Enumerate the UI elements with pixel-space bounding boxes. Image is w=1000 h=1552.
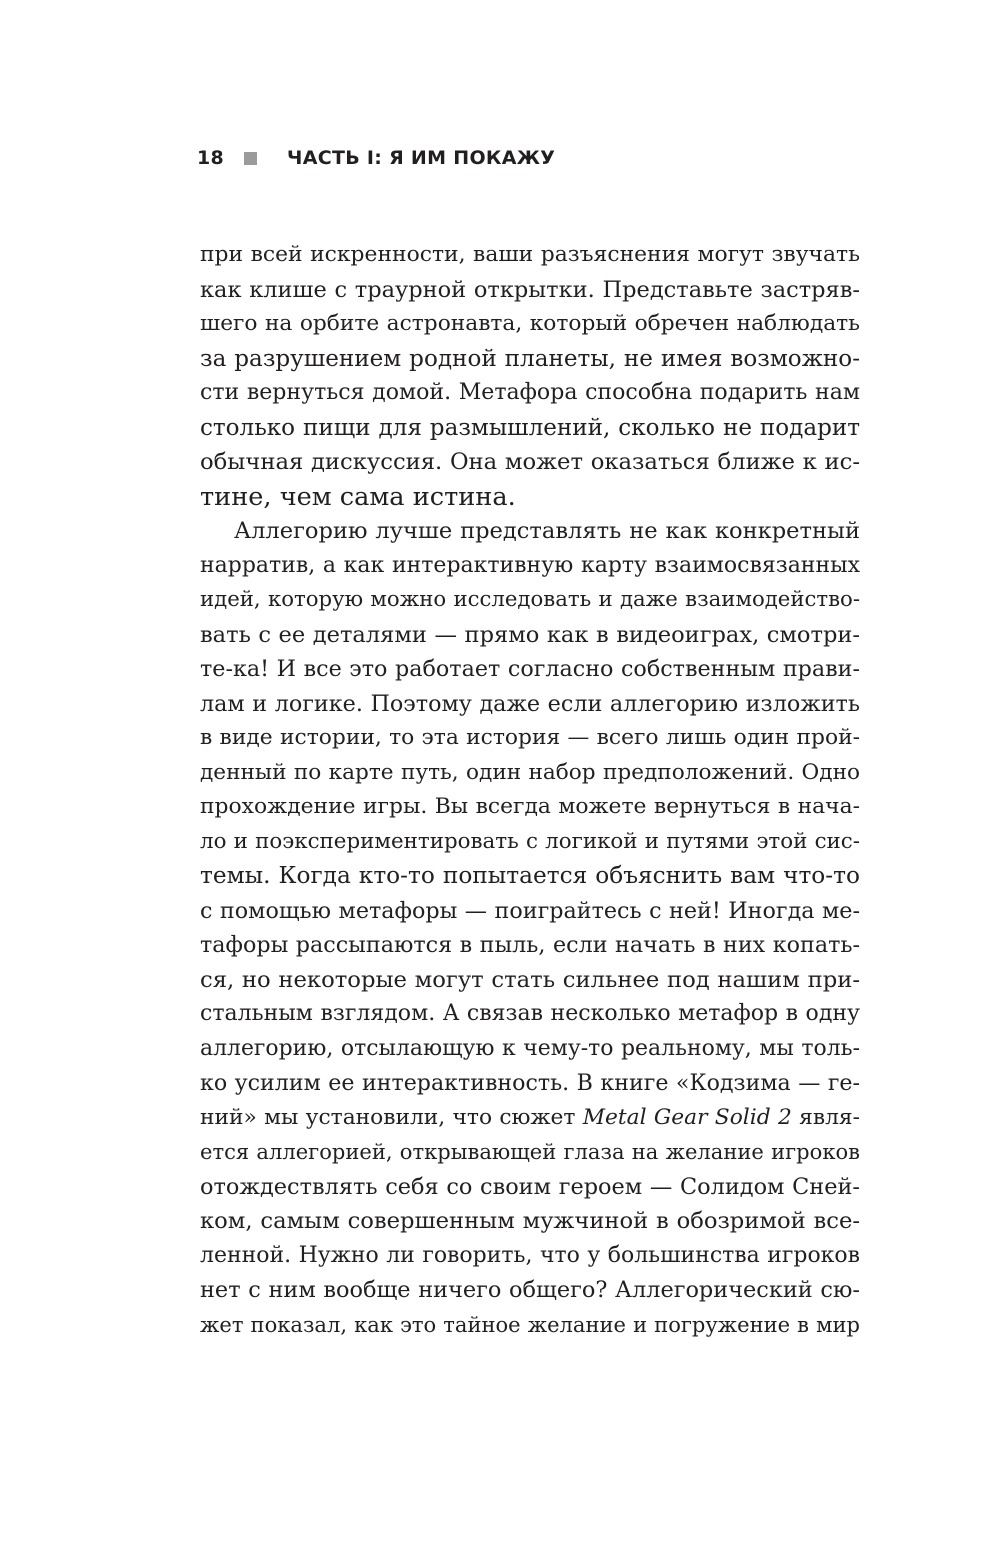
text-line: как клише с траурной открытки. Представьте застряв- bbox=[200, 276, 860, 303]
text-line: вать с ее деталями — прямо как в видеоиграх, смотри- bbox=[200, 621, 860, 648]
text-line: ется аллегорией, открывающей глаза на желание игроков bbox=[200, 1139, 860, 1164]
text-line: темы. Когда кто-то попытается объяснить вам что-то bbox=[200, 862, 860, 889]
paragraph-2 bbox=[200, 514, 860, 1342]
text-line: шего на орбите астронавта, который обречен наблюдать bbox=[200, 311, 860, 336]
text-line: стальным взглядом. А связав несколько метафор в одну bbox=[200, 1001, 860, 1026]
game-title: Metal Gear Solid 2 bbox=[582, 1104, 792, 1130]
text-line: аллегорию, отсылающую к чему-то реальному, мы толь- bbox=[200, 1035, 860, 1061]
text-line: те-ка! И все это работает согласно собственным прави- bbox=[200, 656, 860, 682]
text-line: нет с ним вообще ничего общего? Аллегорический сю- bbox=[200, 1277, 860, 1303]
text-line: при всей искренности, ваши разъяснения могут звучать bbox=[200, 242, 860, 267]
text-line: Аллегорию лучше представлять не как конкретный bbox=[234, 518, 860, 544]
text-line-with-title bbox=[200, 1101, 860, 1136]
text-line: в виде истории, то эта история — всего лишь один прой- bbox=[200, 725, 860, 750]
text-line: нарратив, а как интерактивную карту взаимосвязанных bbox=[200, 552, 860, 578]
text-line: ленной. Нужно ли говорить, что у большинства игроков bbox=[200, 1242, 860, 1268]
text-line: с помощью метафоры — поиграйтесь с ней! Иногда ме- bbox=[200, 897, 860, 924]
text-line: отождествлять себя со своим героем — Солидом Сней- bbox=[200, 1173, 860, 1200]
page-number: 18 bbox=[197, 147, 225, 169]
paragraph-1 bbox=[200, 238, 860, 514]
text-line: прохождение игры. Вы всегда можете вернуться в нача- bbox=[200, 794, 860, 819]
text-fragment: явля- bbox=[791, 1104, 860, 1130]
text-line: за разрушением родной планеты, не имея возможно- bbox=[200, 345, 860, 372]
text-line: ко усилим ее интерактивность. В книге «Кодзима — ге- bbox=[200, 1070, 860, 1096]
text-line: ком, самым совершенным мужчиной в обозримой все- bbox=[200, 1208, 860, 1234]
text-line: тафоры рассыпаются в пыль, если начать в них копать- bbox=[200, 932, 860, 958]
text-line: ся, но некоторые могут стать сильнее под нашим при- bbox=[200, 966, 860, 993]
text-line: ло и поэкспериментировать с логикой и путями этой сис- bbox=[200, 828, 860, 854]
text-line: лам и логике. Поэтому даже если аллегорию изложить bbox=[200, 690, 860, 717]
text-line: идей, которую можно исследовать и даже взаимодейство- bbox=[200, 587, 860, 612]
running-header bbox=[197, 143, 555, 173]
header-square-ornament bbox=[244, 152, 257, 165]
chapter-title: ЧАСТЬ I: Я ИМ ПОКАЖУ bbox=[287, 147, 556, 169]
text-line: столько пищи для размышлений, сколько не подарит bbox=[200, 414, 860, 441]
text-line: жет показал, как это тайное желание и погружение в мир bbox=[200, 1311, 860, 1337]
body-text bbox=[200, 238, 860, 1342]
text-fragment: ний» мы установили, что сюжет bbox=[200, 1104, 583, 1130]
text-line: тине, чем сама истина. bbox=[200, 481, 516, 512]
text-line: денный по карте путь, один набор предположений. Одно bbox=[200, 759, 860, 785]
text-line: обычная дискуссия. Она может оказаться ближе к ис- bbox=[200, 449, 860, 475]
text-line: сти вернуться домой. Метафора способна подарить нам bbox=[200, 380, 860, 405]
